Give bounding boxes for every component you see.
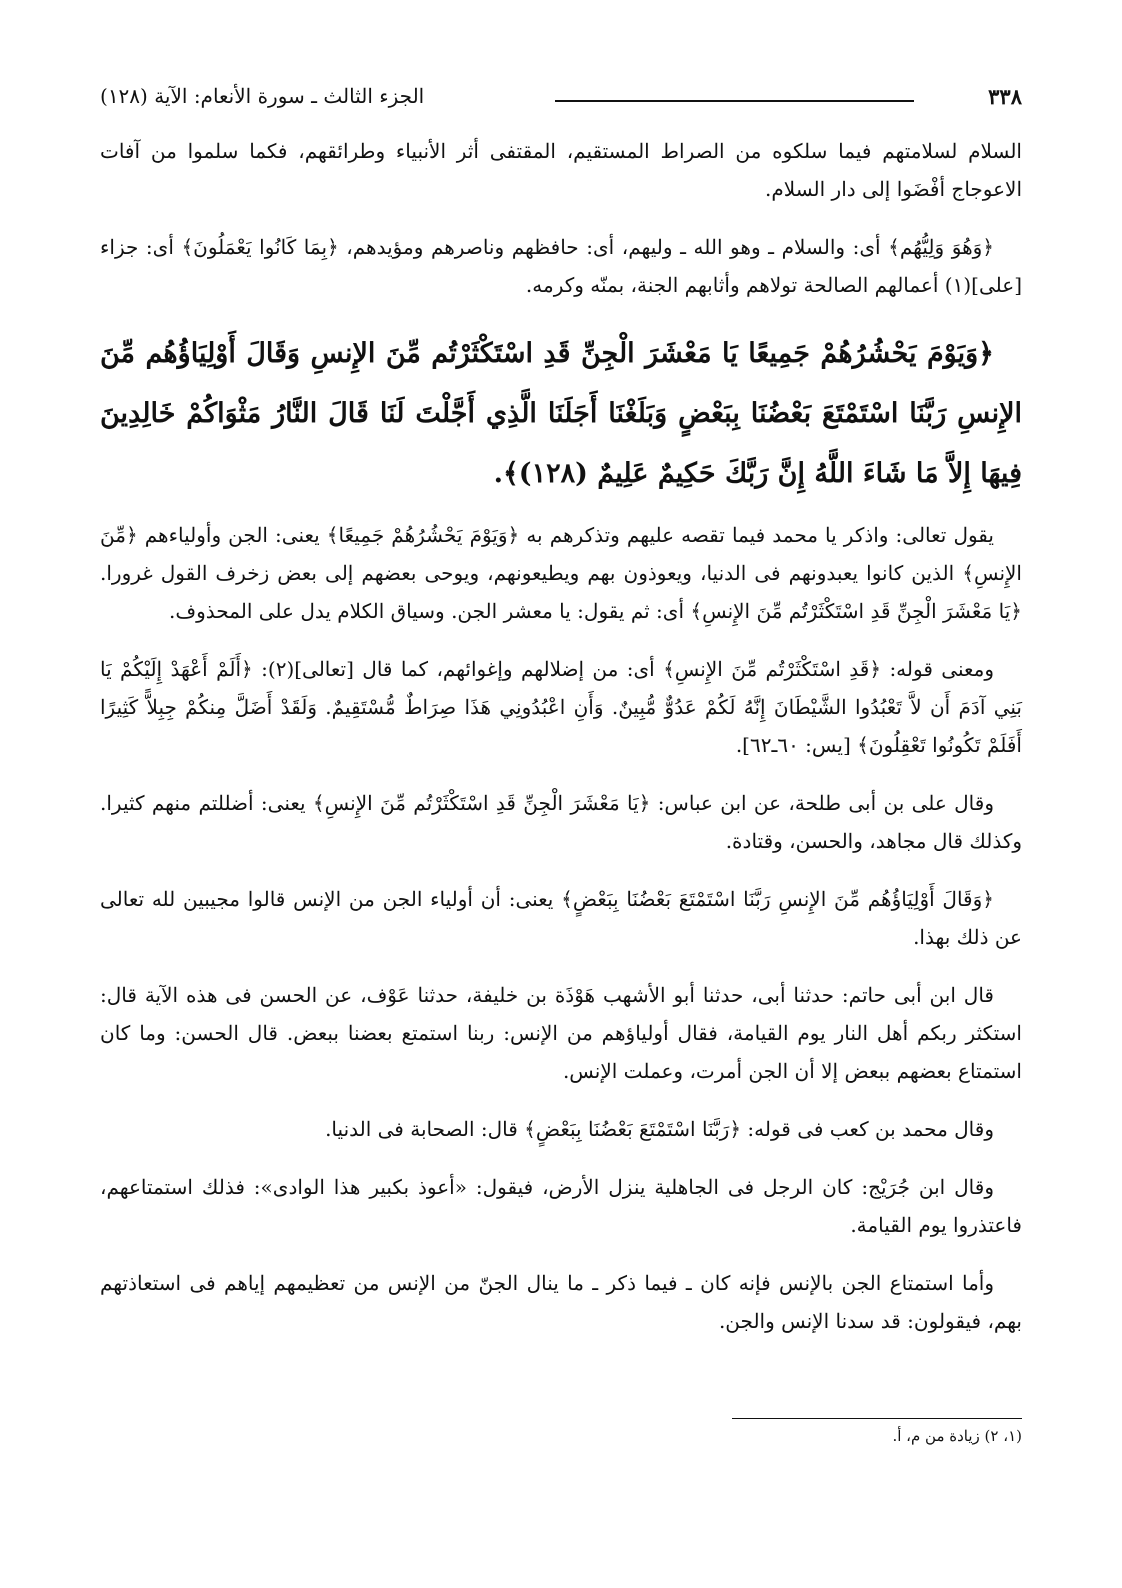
page-number: ٣٣٨ (988, 84, 1022, 109)
paragraph: ﴿وَهُوَ وَلِيُّهُم﴾ أى: والسلام ـ وهو الله ـ وليهم، أى: حافظهم وناصرهم ومؤيدهم، ﴿بِمَا كَانُوا يَعْمَلُونَ﴾ أى: جزاء [على](١) أعمالهم الصالحة تولاهم وأثابهم الجنة، بمنّه وكرمه. (100, 235, 1022, 297)
paragraph: وأما استمتاع الجن بالإنس فإنه كان ـ فيما ذكر ـ ما ينال الجنّ من الإنس من تعظيمهم إياهم فى استعاذتهم بهم، فيقولون: قد سدنا الإنس والجن. (100, 1271, 1022, 1333)
running-title: الجزء الثالث ـ سورة الأنعام: الآية (١٢٨) (100, 84, 425, 108)
paragraph: ومعنى قوله: ﴿قَدِ اسْتَكْثَرْتُم مِّنَ الإِنسِ﴾ أى: من إضلالهم وإغوائهم، كما قال [تعالى](٢): ﴿أَلَمْ أَعْهَدْ إِلَيْكُمْ يَا بَنِي آدَمَ أَن لاَّ تَعْبُدُوا الشَّيْطَانَ إِنَّهُ لَكُمْ عَدُوٌّ مُّبِينٌ. وَأَنِ اعْبُدُونِي هَذَا صِرَاطٌ مُّسْتَقِيمٌ. وَلَقَدْ أَضَلَّ مِنكُمْ جِبِلاًّ كَثِيرًا أَفَلَمْ تَكُونُوا تَعْقِلُونَ﴾ [يس: ٦٠ـ٦٢]. (100, 657, 1022, 757)
header-rule (555, 100, 914, 102)
page-body (100, 132, 1022, 1360)
paragraph: وقال على بن أبى طلحة، عن ابن عباس: ﴿يَا مَعْشَرَ الْجِنِّ قَدِ اسْتَكْثَرْتُم مِّنَ الإِنسِ﴾ يعنى: أضللتم منهم كثيرا. وكذلك قال مجاهد، والحسن، وقتادة. (100, 791, 1022, 853)
paragraph: وقال محمد بن كعب فى قوله: ﴿رَبَّنَا اسْتَمْتَعَ بَعْضُنَا بِبَعْضٍ﴾ قال: الصحابة فى الدنيا. (325, 1117, 994, 1141)
footnote-rule (732, 1418, 1022, 1419)
paragraph: وقال ابن جُرَيْج: كان الرجل فى الجاهلية ينزل الأرض، فيقول: «أعوذ بكبير هذا الوادى»: فذلك استمتاعهم، فاعتذروا يوم القيامة. (100, 1175, 1022, 1237)
paragraph: قال ابن أبى حاتم: حدثنا أبى، حدثنا أبو الأشهب هَوْذَة بن خليفة، حدثنا عَوْف، عن الحسن فى هذه الآية قال: استكثر ربكم أهل النار يوم القيامة، فقال أولياؤهم من الإنس: ربنا استمتع بعضنا ببعض. قال الحسن: وما كان استمتاع بعضهم ببعض إلا أن الجن أمرت، وعملت الإنس. (100, 983, 1022, 1083)
paragraph: يقول تعالى: واذكر يا محمد فيما تقصه عليهم وتذكرهم به ﴿وَيَوْمَ يَحْشُرُهُمْ جَمِيعًا﴾ يعنى: الجن وأولياءهم ﴿مِّنَ الإِنسِ﴾ الذين كانوا يعبدونهم فى الدنيا، ويعوذون بهم ويطيعونهم، ويوحى بعضهم إلى بعض زخرف القول غرورا. ﴿يَا مَعْشَرَ الْجِنِّ قَدِ اسْتَكْثَرْتُم مِّنَ الإِنسِ﴾ أى: ثم يقول: يا معشر الجن. وسياق الكلام يدل على المحذوف. (100, 523, 1022, 623)
paragraph: السلام لسلامتهم فيما سلكوه من الصراط المستقيم، المقتفى أثر الأنبياء وطرائقهم، فكما سلموا من آفات الاعوجاج أفْضَوا إلى دار السلام. (100, 139, 1022, 201)
quran-verse: ﴿وَيَوْمَ يَحْشُرُهُمْ جَمِيعًا يَا مَعْشَرَ الْجِنِّ قَدِ اسْتَكْثَرْتُم مِّنَ الإِنسِ وَقَالَ أَوْلِيَاؤُهُم مِّنَ الإِنسِ رَبَّنَا اسْتَمْتَعَ بَعْضُنَا بِبَعْضٍ وَبَلَغْنَا أَجَلَنَا الَّذِي أَجَّلْتَ لَنَا قَالَ النَّارُ مَثْوَاكُمْ خَالِدِينَ فِيهَا إِلاَّ مَا شَاءَ اللَّهُ إِنَّ رَبَّكَ حَكِيمٌ عَلِيمٌ (١٢٨)﴾. (100, 338, 1022, 489)
page-header (100, 82, 1022, 122)
footnote: (١، ٢) زيادة من م، أ. (892, 1427, 1022, 1445)
paragraph: ﴿وَقَالَ أَوْلِيَاؤُهُم مِّنَ الإِنسِ رَبَّنَا اسْتَمْتَعَ بَعْضُنَا بِبَعْضٍ﴾ يعنى: أن أولياء الجن من الإنس قالوا مجيبين لله تعالى عن ذلك بهذا. (100, 887, 1022, 949)
